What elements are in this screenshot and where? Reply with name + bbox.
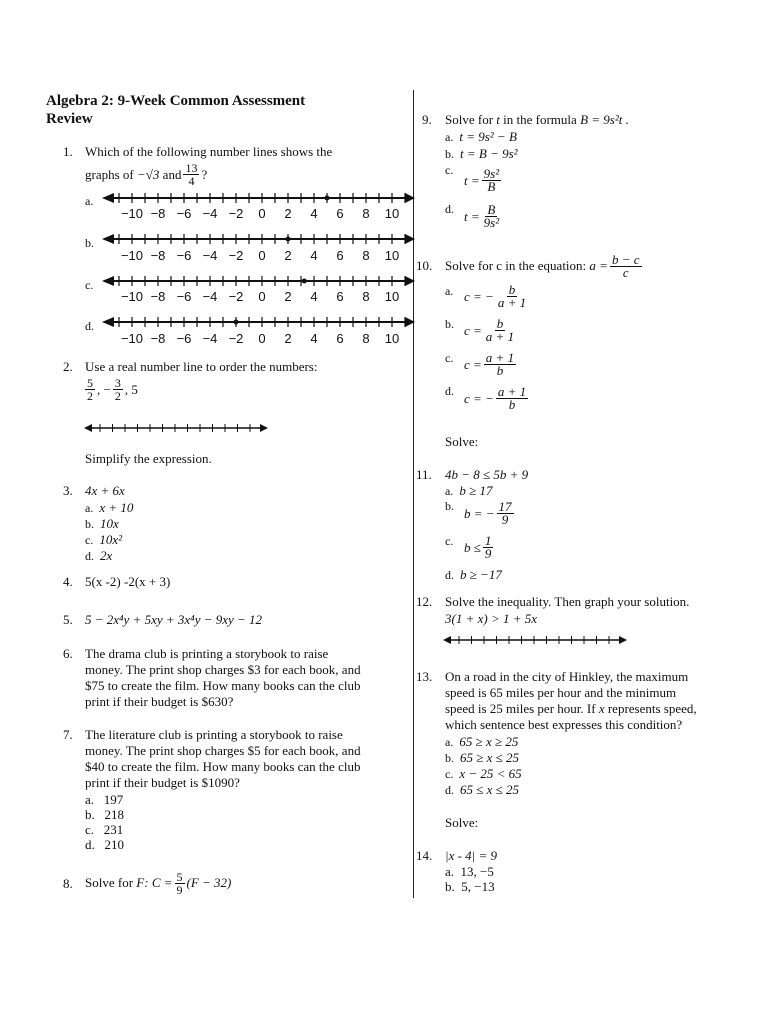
tick-label: 8 [362, 289, 370, 304]
q1-option-c-label: c. [85, 278, 94, 292]
tick-label: 2 [284, 289, 292, 304]
q11-expression: 4b − 8 ≤ 5b + 9 [445, 467, 529, 482]
q11-option-c-label: c. [445, 534, 454, 548]
tick-label: 4 [310, 331, 318, 346]
plotted-point [302, 279, 307, 284]
arrow-left-icon [102, 234, 114, 244]
q14-expression: |x - 4| = 9 [445, 848, 498, 863]
tick-label: −10 [120, 206, 144, 221]
q10-option-b: c = $\frac{b}{a + 1}$ [464, 316, 515, 344]
solve-heading-2: Solve: [445, 815, 479, 830]
q12-number-line [443, 633, 629, 647]
q10-number: 10. [416, 258, 433, 273]
q1-option-b-label: b. [85, 236, 94, 250]
q8-number: 8. [63, 876, 73, 891]
arrow-right-icon [405, 234, 415, 244]
tick-label: 6 [336, 289, 344, 304]
q2-text: Use a real number line to order the numbers: [85, 359, 318, 374]
tick-label: 0 [258, 206, 266, 221]
q3-options: a. x + 10 b. 10x c. 10x² d. 2x [85, 500, 134, 563]
q10-option-a: c = − $\frac{b}{a + 1}$ [464, 282, 527, 310]
tick-label: 10 [384, 206, 400, 221]
q12-number: 12. [416, 594, 433, 609]
q7-text: The literature club is printing a storybook to raise money. The print shop charges $5 for each book, and $40 to create the film. How many books can the club print if their budget is $1090? [85, 727, 361, 790]
tick-label: −8 [150, 289, 166, 304]
q10-option-c-label: c. [445, 351, 454, 365]
arrow-left-icon [102, 276, 114, 286]
q10-option-c: c = $\frac{a + 1}{b}$ [464, 350, 515, 378]
tick-label: 4 [310, 248, 318, 263]
tick-label: 0 [258, 289, 266, 304]
q9-option-b: b. t = B − 9s² [445, 146, 518, 161]
tick-label: −8 [150, 248, 166, 263]
tick-label: 2 [284, 248, 292, 263]
tick-label: 6 [336, 206, 344, 221]
q1-option-d-label: d. [85, 319, 94, 333]
q11-option-b: b = − $\frac{17}{9}$ [464, 499, 512, 527]
q1-text: Which of the following number lines shows the [85, 144, 333, 159]
q4-number: 4. [63, 574, 73, 589]
q11-number: 11. [416, 467, 432, 482]
tick-label: 6 [336, 331, 344, 346]
tick-label: −4 [202, 248, 218, 263]
tick-label: 8 [362, 206, 370, 221]
q9-option-d: t = $\frac{B}{\text{9s²}}$ [464, 202, 500, 230]
solve-heading-1: Solve: [445, 434, 479, 449]
q5-expression: 5 − 2x⁴y + 5xy + 3x⁴y − 9xy − 12 [85, 612, 263, 627]
plotted-point [325, 196, 330, 201]
q9-text: Solve for t in the formula B = 9s²t . [445, 112, 629, 127]
tick-label: 4 [310, 289, 318, 304]
arrow-left-icon [102, 317, 114, 327]
tick-label: −4 [202, 331, 218, 346]
q13-number: 13. [416, 669, 433, 684]
tick-label: 2 [284, 206, 292, 221]
tick-label: −8 [150, 331, 166, 346]
q14-options: a. 13, −5 b. 5, −13 [445, 864, 495, 894]
tick-label: −6 [176, 248, 192, 263]
q5-number: 5. [63, 612, 73, 627]
tick-label: 10 [384, 331, 400, 346]
tick-label: 8 [362, 248, 370, 263]
tick-label: −2 [228, 331, 244, 346]
q11-option-a: a. b ≥ 17 [445, 483, 493, 498]
tick-label: 0 [258, 248, 266, 263]
plotted-point [286, 237, 291, 242]
q13-options: a. 65 ≥ x ≥ 25 b. 65 ≥ x ≤ 25 c. x − 25 < 65 d. 65 ≤ x ≤ 25 [445, 734, 522, 797]
tick-label: 4 [310, 206, 318, 221]
q10-text: Solve for c in the equation: a = $\frac{b - c}{c}$ [445, 251, 640, 280]
q1-option-a-label: a. [85, 194, 94, 208]
q11-option-c: b ≤ $\frac{1}{9}$ [464, 533, 492, 561]
q9-option-c: t = $\frac{\text{9s²}}{B}$ [464, 166, 500, 194]
q6-text: The drama club is printing a storybook to raise money. The print shop charges $3 for each book, and $75 to create the film. How many books can the club print if their budget is $630? [85, 646, 361, 709]
q10-option-d: c = − $\frac{a + 1}{b}$ [464, 384, 527, 412]
q3-expression: 4x + 6x [85, 483, 125, 498]
page-title: Algebra 2: 9-Week Common Assessment Review [46, 93, 306, 127]
arrow-right-icon [405, 276, 415, 286]
tick-label: −2 [228, 248, 244, 263]
tick-label: 8 [362, 331, 370, 346]
tick-label: −6 [176, 206, 192, 221]
q8-text: Solve for F: C = $\frac{5}{9}$ (F − 32) [85, 869, 232, 897]
tick-label: −6 [176, 331, 192, 346]
tick-label: −10 [120, 289, 144, 304]
tick-label: −10 [120, 331, 144, 346]
tick-label: −10 [120, 248, 144, 263]
q4-expression: 5(x -2) -2(x + 3) [85, 574, 171, 589]
simplify-heading: Simplify the expression. [85, 451, 212, 466]
q14-number: 14. [416, 848, 433, 863]
q12-expression: 3(1 + x) > 1 + 5x [445, 611, 538, 626]
tick-label: −2 [228, 206, 244, 221]
tick-label: 2 [284, 331, 292, 346]
q1-number: 1. [63, 144, 73, 159]
q9-option-d-label: d. [445, 202, 454, 216]
q10-option-a-label: a. [445, 284, 454, 298]
q11-option-b-label: b. [445, 499, 454, 513]
plotted-point [234, 320, 239, 325]
q2-number-line [84, 421, 270, 435]
tick-label: 0 [258, 331, 266, 346]
q11-option-d: d. b ≥ −17 [445, 567, 502, 582]
q9-option-c-label: c. [445, 163, 454, 177]
tick-label: −4 [202, 206, 218, 221]
tick-label: −8 [150, 206, 166, 221]
q3-number: 3. [63, 483, 73, 498]
q9-option-a: a. t = 9s² − B [445, 129, 517, 144]
tick-label: −2 [228, 289, 244, 304]
q2-numbers: $\frac{5}{2}$ , − $\frac{3}{2}$ , 5 [87, 376, 138, 403]
tick-label: −4 [202, 289, 218, 304]
arrow-right-icon [405, 193, 415, 203]
arrow-right-icon [405, 317, 415, 327]
tick-label: −6 [176, 289, 192, 304]
q7-number: 7. [63, 727, 73, 742]
q10-option-b-label: b. [445, 317, 454, 331]
q13-text: On a road in the city of Hinkley, the maximum speed is 65 miles per hour and the minimum speed is 25 miles per hour. If x represents speed, which sentence best expresses this condition? [445, 669, 697, 732]
tick-label: 10 [384, 289, 400, 304]
tick-label: 6 [336, 248, 344, 263]
q10-option-d-label: d. [445, 384, 454, 398]
q1-text-line2: graphs of −√3 and $\frac{13}{4}$ ? [85, 161, 208, 188]
q9-number: 9. [422, 112, 432, 127]
tick-label: 10 [384, 248, 400, 263]
q7-options: a. 197 b. 218 c. 231 d. 210 [85, 792, 124, 852]
q6-number: 6. [63, 646, 73, 661]
arrow-left-icon [102, 193, 114, 203]
q12-text: Solve the inequality. Then graph your solution. [445, 594, 690, 609]
q2-number: 2. [63, 359, 73, 374]
